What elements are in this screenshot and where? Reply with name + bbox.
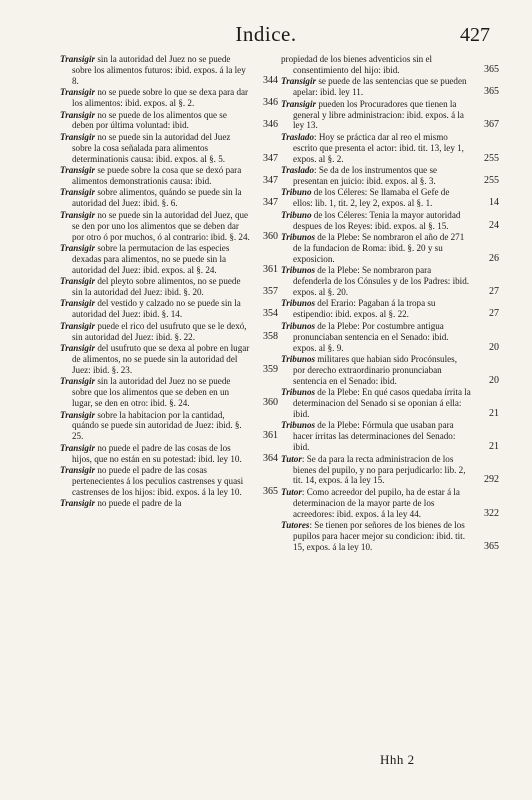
index-entry [281, 320, 499, 354]
signature-mark: Hhh 2 [380, 752, 415, 767]
entry-term: Tribunos [281, 387, 316, 398]
index-entry [281, 76, 499, 98]
entry-text: no puede el padre de la [95, 498, 182, 509]
page-reference: 27 [489, 286, 499, 298]
page-reference: 354 [263, 308, 278, 320]
entry-text: sin la autoridad del Juez no se puede sobre los alimentos futuros: ibid. expos. á la ley 8. [72, 54, 246, 86]
entry-text: se puede de las sentencias que se pueden apelar: ibid. ley 11. [293, 76, 467, 98]
page-reference: 21 [489, 441, 499, 453]
page-reference: 347 [263, 174, 278, 186]
entry-term: Transigir [60, 498, 96, 509]
page-reference: 365 [484, 63, 499, 75]
page-reference: 20 [489, 374, 499, 386]
index-entry [281, 520, 499, 553]
entry-term: Tutor [281, 486, 302, 497]
entry-text: de los Céleres: Se llamaba el Gefe de ellos: lib. 1, tit. 2, ley 2, expos. al §. 1. [293, 187, 450, 209]
page-reference: 367 [484, 119, 499, 131]
entry-text: de la Plebe: En qué casos quedaba írrita la determinacion del Senado si se oponian á ella: ibid. [293, 387, 471, 419]
page-number: 427 [460, 24, 490, 46]
entry-term: Tutor [281, 453, 302, 464]
index-entry [60, 376, 278, 409]
entry-text: no se puede de los alimentos que se deben por última voluntad: ibid. [72, 109, 227, 131]
entry-text: puede el rico del usufruto que se le dexó, sin autoridad del Juez: ibid. §. 22. [72, 320, 247, 342]
entry-term: Tribunos [281, 353, 316, 364]
entry-term: Transigir [60, 343, 96, 354]
page-reference: 292 [484, 474, 499, 486]
page-reference: 365 [484, 86, 499, 98]
entry-term: Transigir [60, 276, 96, 287]
page-reference: 358 [263, 330, 278, 342]
index-entry [281, 486, 499, 520]
page-reference: 365 [263, 485, 278, 497]
index-entry [60, 320, 278, 343]
entry-term: Tribuno [281, 209, 312, 220]
index-entry [281, 353, 499, 387]
entry-text: del vestido y calzado no se puede sin la autoridad del Juez: ibid. §. 14. [72, 298, 241, 320]
entry-term: Transigir [60, 209, 96, 220]
entry-text: sin la autoridad del Juez no se puede sobre que los alimentos que se deben en un lugar, se den en otro: ibid. §. 24. [72, 376, 231, 409]
page-reference: 360 [263, 230, 278, 242]
entry-text: del Erario: Pagaban á la tropa su estipendio: ibid. expos. al §. 22. [293, 298, 436, 320]
index-entry [60, 343, 278, 376]
entry-term: Transigir [60, 442, 96, 453]
index-entry [281, 232, 499, 265]
page-reference: 24 [489, 219, 499, 231]
index-entry [60, 187, 278, 209]
entry-text: no se puede sin la autoridad del Juez sobre la cosa señalada para alimentos determinationis causa: ibid. expos. al §. 5. [72, 131, 231, 164]
entry-text: : Se da para la recta administracion de los bienes del pupilo, y no para perjudicarlo: lib. 2, tit. 14, expos. á la ley 15. [293, 453, 466, 486]
page-reference: 347 [263, 152, 278, 164]
entry-text: no se puede sin la autoridad del Juez, que se den por uno los alimentos que se deben dar por otro ó por muchos, ó al contrario: ibid. §. 24. [72, 209, 250, 242]
entry-term: Transigir [60, 165, 96, 176]
entry-term: Transigir [60, 187, 96, 198]
page-reference: 255 [484, 174, 499, 186]
entry-term: Transigir [60, 376, 96, 387]
page-reference: 365 [484, 540, 499, 552]
entry-text: del pleyto sobre alimentos, no se puede sin la autoridad del Juez: ibid. §. 20. [72, 276, 241, 298]
entry-text: no se puede sobre lo que se dexa para dar los alimentos: ibid. expos. al §. 2. [72, 87, 249, 109]
page-reference: 361 [263, 430, 278, 442]
page-reference: 344 [263, 74, 278, 86]
entry-text: pueden los Procuradores que tienen la general y libre administracion: ibid. expos. á la ley 13. [293, 98, 464, 131]
entry-term: Transigir [60, 298, 96, 309]
entry-term: Tribunos [281, 232, 316, 242]
entry-text: sobre la permutacion de las especies dexadas para alimentos, no se puede sin la autoridad del Juez: ibid. expos. al §. 24. [72, 242, 230, 275]
entry-term: Tribunos [281, 298, 316, 309]
index-column-right [281, 54, 499, 553]
page-reference: 359 [263, 363, 278, 375]
index-entry [60, 465, 278, 498]
entry-term: Transigir [60, 131, 96, 142]
entry-text: del usufruto que se dexa al pobre en lugar de alimentos, no se puede sin la autoridad del Juez: ibid. §. 23. [72, 343, 250, 375]
page-reference: 14 [489, 197, 499, 209]
index-entry [281, 165, 499, 187]
entry-term: Tribunos [281, 320, 316, 331]
entry-term: Transigir [60, 54, 96, 64]
entry-term: Transigir [60, 109, 96, 120]
entry-term: Transigir [60, 465, 96, 476]
entry-text: sobre alimentos, quándo se puede sin la autoridad del Juez: ibid. §. 6. [72, 187, 242, 209]
index-entry [281, 98, 499, 132]
index-entry [60, 242, 278, 276]
index-entry [60, 409, 278, 443]
page-title: Indice. [235, 22, 297, 46]
index-entry [60, 298, 278, 320]
index-entry [281, 453, 499, 487]
index-entry [281, 209, 499, 232]
entry-term: Tutores [281, 520, 310, 531]
page-reference: 361 [263, 263, 278, 275]
entry-text: de los Céleres: Tenia la mayor autoridad despues de los Reyes: ibid. expos. al §. 15. [293, 209, 461, 231]
page-reference: 27 [489, 308, 499, 320]
page-reference: 346 [263, 119, 278, 131]
entry-text: propiedad de los bienes adventicios sin el consentimiento del hijo: ibid. [281, 54, 433, 75]
index-entry [281, 187, 499, 209]
index-column-left [60, 54, 278, 510]
entry-term: Traslado [281, 165, 315, 176]
index-entry [60, 209, 278, 243]
entry-term: Transigir [60, 87, 96, 98]
entry-term: Transigir [281, 76, 317, 87]
index-entry [281, 298, 499, 320]
page-reference: 20 [489, 341, 499, 353]
index-entry [60, 276, 278, 298]
entry-text: : Se da de los instrumentos que se presentan en juicio: ibid. expos. al §. 3. [293, 165, 438, 186]
page-reference: 346 [263, 97, 278, 109]
index-entry [60, 54, 278, 87]
index-entry [281, 420, 499, 453]
entry-term: Transigir [60, 409, 96, 420]
index-entry [281, 265, 499, 298]
entry-text: : Como acreedor del pupilo, ha de estar á la determinacion de la mayor parte de los acreedores: ibid. expos. á la ley 44. [293, 486, 460, 519]
entry-text: de la Plebe: Se nombraron el año de 271 de la fundacion de Roma: ibid. §. 20 y su exposicion. [293, 232, 465, 264]
entry-text: : Hoy se práctica dar al reo el mismo escrito que presenta el actor: ibid. tit. 13, ley 1, expos. al §. 2. [293, 131, 464, 164]
index-entry [60, 109, 278, 132]
page-reference: 21 [489, 408, 499, 419]
entry-text: no puede el padre de las cosas de los hijos, que no están en su potestad: ibid. ley 10. [72, 442, 242, 464]
entry-text: no puede el padre de las cosas pertenecientes á los peculios castrenses y quasi castrenses de los hijos: ibid. expos. á la ley 10. [72, 465, 244, 497]
entry-text: : Se tienen por señores de los bienes de los pupilos para hacer mejor su condicion: ibid. tit. 15, expos. á la ley 10. [293, 520, 465, 552]
entry-text: de la Plebe: Por costumbre antigua pronunciaban sentencia en el Senado: ibid. expos. al §. 9. [293, 320, 449, 353]
index-entry [60, 442, 278, 465]
page-reference: 322 [484, 507, 499, 519]
index-entry [281, 54, 499, 76]
entry-term: Traslado [281, 131, 315, 142]
index-entry [281, 387, 499, 420]
index-entry [60, 131, 278, 165]
entry-term: Transigir [60, 320, 96, 331]
index-entry [281, 131, 499, 165]
page-reference: 364 [263, 452, 278, 464]
page-reference: 360 [263, 397, 278, 409]
page-reference: 357 [263, 286, 278, 298]
entry-term: Tribunos [281, 265, 316, 276]
index-entry [60, 165, 278, 187]
entry-text: sobre la habitacion por la cantidad, quándo se puede sin autoridad de Juez: ibid. §. 25. [72, 409, 242, 442]
entry-term: Transigir [60, 242, 96, 253]
entry-term: Tribunos [281, 420, 316, 431]
entry-text: de la Plebe: Fórmula que usaban para hacer írritas las determinaciones del Senado: ibid. [293, 420, 456, 453]
entry-text: se puede sobre la cosa que se dexó para alimentos demonstrationis causa: ibid. [72, 165, 242, 186]
entry-term: Tribuno [281, 187, 312, 198]
page-reference: 26 [489, 252, 499, 264]
page-reference: 347 [263, 197, 278, 209]
entry-text: de la Plebe: Se nombraron para defenderla de los Cónsules y de los Padres: ibid. expos. al §. 20. [293, 265, 470, 298]
entry-text: militares que habian sido Procónsules, por derecho extraordinario pronunciaban sentencia en el Senado: ibid. [293, 353, 457, 386]
index-entry [60, 87, 278, 109]
entry-term: Transigir [281, 98, 317, 109]
page-reference: 255 [484, 152, 499, 164]
index-entry [60, 498, 270, 509]
